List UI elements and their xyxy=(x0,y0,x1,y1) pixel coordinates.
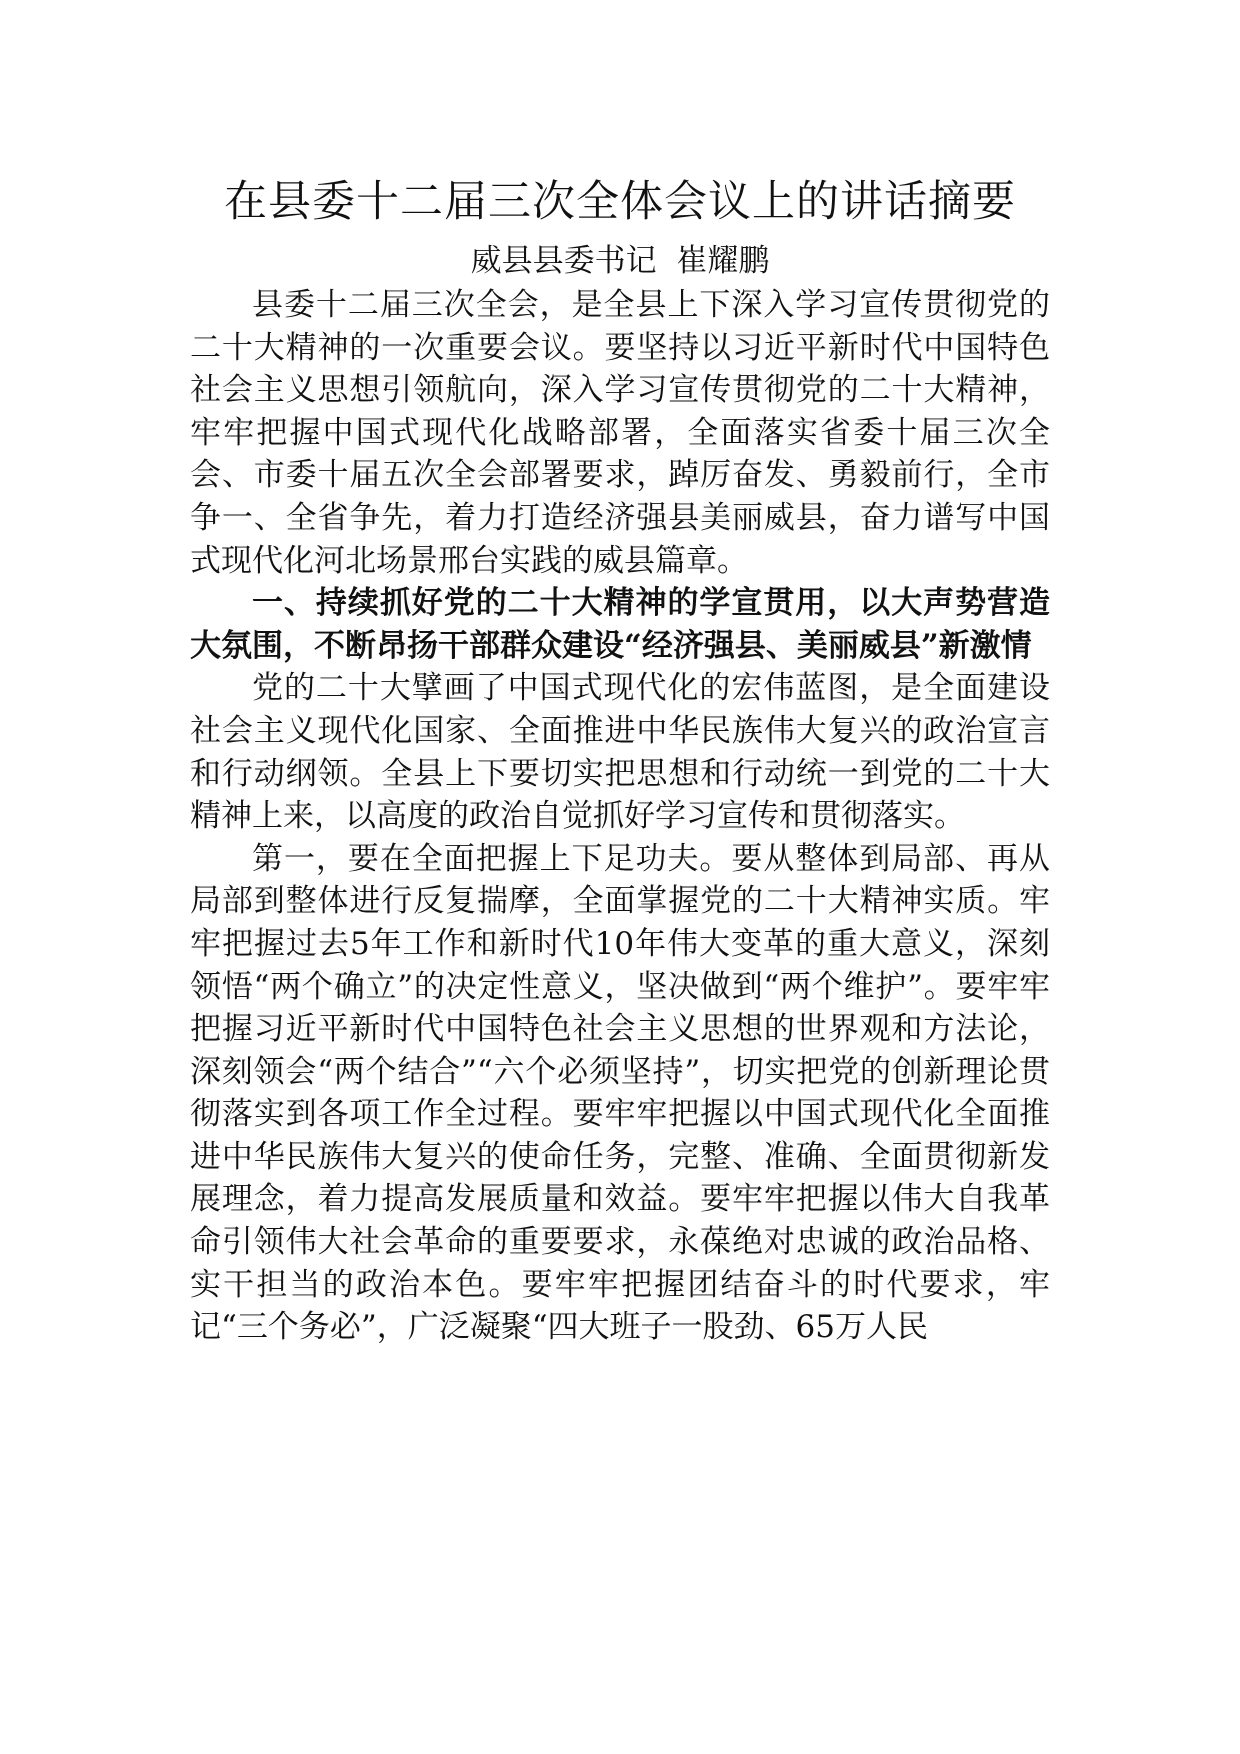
document-author: 威县县委书记 崔耀鹏 xyxy=(470,243,770,279)
document-body xyxy=(190,284,1050,1349)
paragraph-first-point: 第一，要在全面把握上下足功夫。要从整体到局部、再从局部到整体进行反复揣摩，全面掌握党的二十大精神实质。牢牢把握过去5年工作和新时代10年伟大变革的重大意义，深刻领悟“两个确立”的决定性意义，坚决做到“两个维护”。要牢牢把握习近平新时代中国特色社会主义思想的世界观和方法论，深刻领会“两个结合”“六个必须坚持”，切实把党的创新理论贯彻落实到各项工作全过程。要牢牢把握以中国式现代化全面推进中华民族伟大复兴的使命任务，完整、准确、全面贯彻新发展理念，着力提高发展质量和效益。要牢牢把握以伟大自我革命引领伟大社会革命的重要要求，永葆绝对忠诚的政治品格、实干担当的政治本色。要牢牢把握团结奋斗的时代要求，牢记“三个务必”，广泛凝聚“四大班子一股劲、65万人民 xyxy=(190,840,1050,1346)
paragraph-intro: 县委十二届三次全会，是全县上下深入学习宣传贯彻党的二十大精神的一次重要会议。要坚持以习近平新时代中国特色社会主义思想引领航向，深入学习宣传贯彻党的二十大精神，牢牢把握中国式现代化战略部署，全面落实省委十届三次全会、市委十届五次全会部署要求，踔厉奋发、勇毅前行，全市争一、全省争先，着力打造经济强县美丽威县，奋力谱写中国式现代化河北场景邢台实践的威县篇章。 xyxy=(190,287,1050,579)
paragraph-section-1-intro: 党的二十大擘画了中国式现代化的宏伟蓝图，是全面建设社会主义现代化国家、全面推进中华民族伟大复兴的政治宣言和行动纲领。全县上下要切实把思想和行动统一到党的二十大精神上来，以高度的政治自觉抓好学习宣传和贯彻落实。 xyxy=(190,670,1050,835)
document-content xyxy=(190,166,1050,1349)
document-title: 在县委十二届三次全体会议上的讲话摘要 xyxy=(224,177,1016,227)
section-heading-1: 一、持续抓好党的二十大精神的学宣贯用，以大声势营造大氛围，不断昂扬干部群众建设“经济强县、美丽威县”新激情 xyxy=(190,585,1050,664)
